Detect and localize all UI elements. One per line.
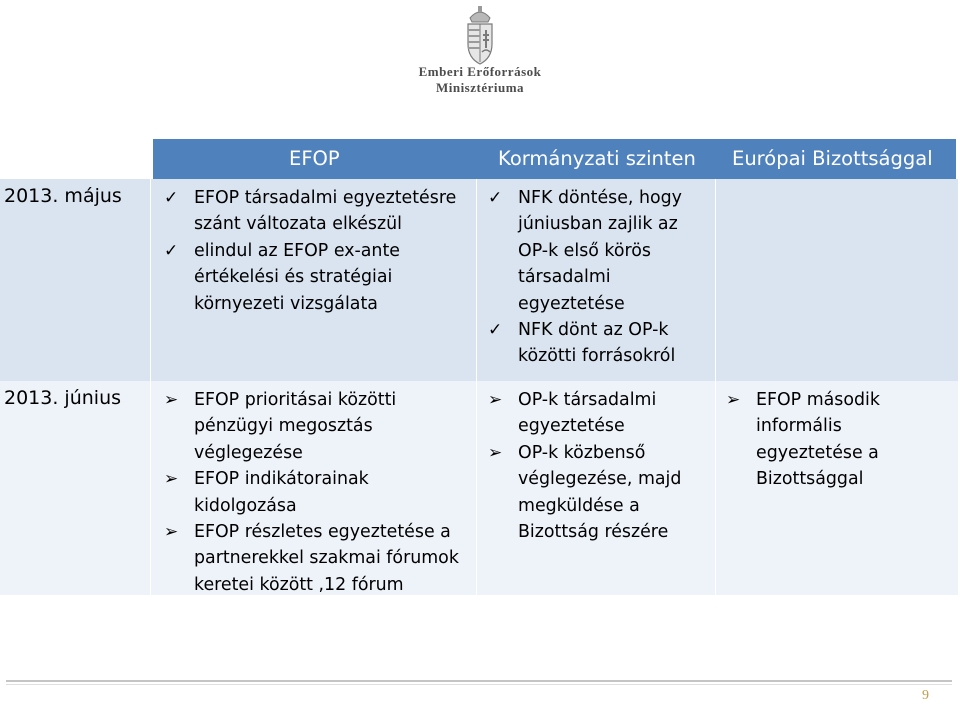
ministry-logo — [0, 0, 960, 110]
coat-of-arms-icon — [456, 4, 504, 68]
arrow-bullet-icon: ➢ — [488, 390, 503, 410]
efop-cell — [164, 185, 474, 317]
list-item: ➢ EFOP részletes egyeztetése a partnerekkel szakmai fórumok keretei között ,12 fórum — [164, 519, 474, 598]
list-item: ➢ EFOP indikátorainak kidolgozása — [164, 466, 474, 519]
row-date-cell — [0, 381, 150, 595]
arrow-bullet-icon: ➢ — [726, 390, 741, 410]
list-item: ✓ NFK döntése, hogy júniusban zajlik az OP-k első körös társadalmi egyeztetése — [488, 185, 708, 317]
arrow-bullet-icon: ➢ — [164, 522, 179, 543]
list-item: ➢ OP-k közbenső véglegezése, majd megküldése a Bizottság részére — [488, 440, 708, 546]
eu-cell — [716, 179, 958, 381]
logo-text-line1: Emberi Erőforrások — [418, 64, 542, 79]
arrow-bullet-icon: ➢ — [488, 442, 503, 463]
list-item: ✓ NFK dönt az OP-k közötti forrásokról — [488, 317, 708, 370]
header-efop: EFOP — [289, 147, 340, 170]
header-government: Kormányzati szinten — [498, 147, 696, 170]
checkmark-icon: ✓ — [488, 188, 503, 208]
logo-text-line2: Minisztériuma — [435, 80, 525, 95]
list-item: ✓ EFOP társadalmi egyeztetésre szánt változata elkészül — [164, 185, 474, 238]
list-item: ➢ OP-k társadalmi egyeztetése — [488, 387, 708, 440]
list-item: ➢ EFOP második informális egyeztetése a Bizottsággal — [726, 387, 950, 493]
checkmark-icon: ✓ — [164, 188, 179, 208]
table-row — [0, 381, 958, 595]
footer-divider-thin — [6, 684, 952, 685]
eu-cell — [726, 387, 950, 493]
efop-cell — [164, 387, 474, 598]
row-date: 2013. június — [4, 387, 122, 409]
table-row — [0, 179, 958, 381]
list-item: ✓ elindul az EFOP ex-ante értékelési és stratégiai környezeti vizsgálata — [164, 238, 474, 317]
header-european-commission: Európai Bizottsággal — [732, 147, 933, 170]
list-item: ➢ EFOP prioritásai közötti pénzügyi megosztás véglegezése — [164, 387, 474, 466]
page-number: 9 — [922, 688, 929, 703]
checkmark-icon: ✓ — [164, 240, 179, 261]
row-date: 2013. május — [4, 185, 122, 207]
row-date-cell — [0, 179, 150, 381]
footer-divider — [6, 680, 952, 682]
checkmark-icon: ✓ — [488, 320, 503, 341]
arrow-bullet-icon: ➢ — [164, 469, 179, 490]
government-cell — [488, 387, 708, 545]
arrow-bullet-icon: ➢ — [164, 390, 179, 410]
government-cell — [488, 185, 708, 370]
table-header — [153, 139, 956, 179]
